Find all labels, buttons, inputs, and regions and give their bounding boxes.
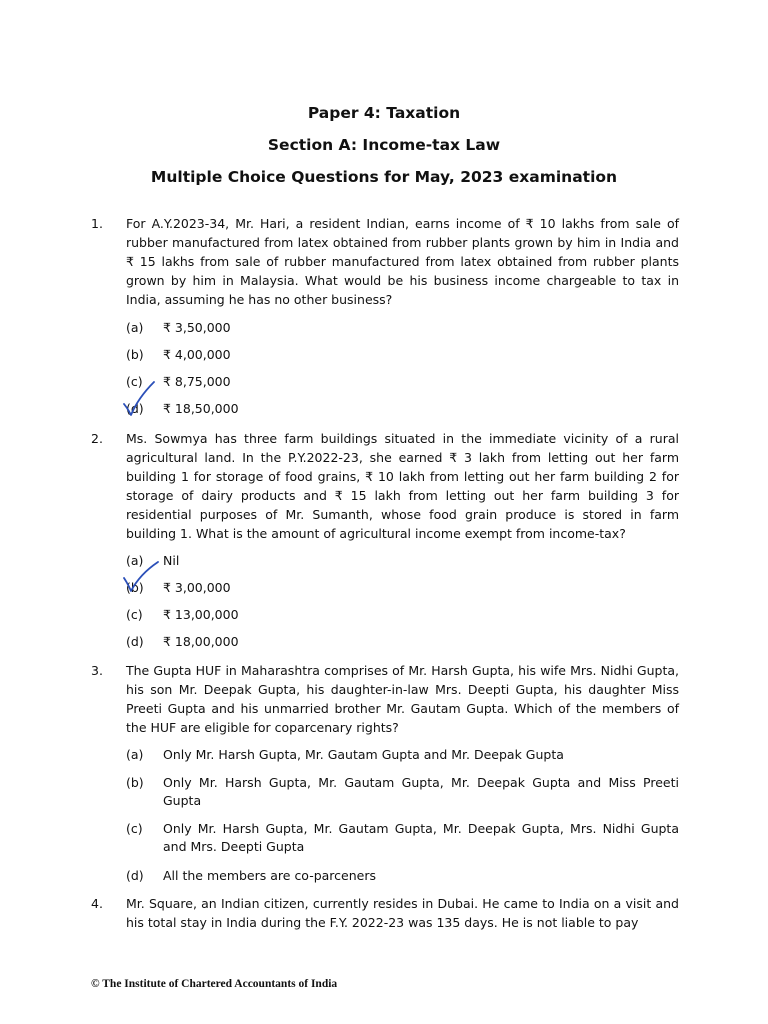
- option-text: ₹ 8,75,000: [163, 374, 231, 389]
- option-text: Only Mr. Harsh Gupta, Mr. Gautam Gupta and Mr. Deepak Gupta: [163, 747, 564, 762]
- option-text: ₹ 3,50,000: [163, 320, 231, 335]
- question-text: Mr. Square, an Indian citizen, currently resides in Dubai. He came to India on a visit and his total stay in India during the F.Y. 2022-23 was 135 days. He is not liable to pay: [126, 896, 679, 930]
- question-text: For A.Y.2023-34, Mr. Hari, a resident Indian, earns income of ₹ 10 lakhs from sale of rubber manufactured from latex obtained from rubber plants grown by him in India and ₹ 15 lakhs from sale of rubber manufactured from latex obtained from rubber plants grown by him in Malaysia. What would be his business income chargeable to tax in India, assuming he has no other business?: [126, 216, 679, 307]
- question-text: The Gupta HUF in Maharashtra comprises of Mr. Harsh Gupta, his wife Mrs. Nidhi Gupta, his son Mr. Deepak Gupta, his daughter-in-law Mrs. Deepti Gupta, his daughter Miss Preeti Gupta and his unmarried brother Mr. Gautam Gupta. Which of the members of the HUF are eligible for coparcenary rights?: [126, 663, 679, 735]
- document-subtitle: Multiple Choice Questions for May, 2023 examination: [150, 168, 618, 186]
- option-text: ₹ 4,00,000: [163, 347, 231, 362]
- option-label: (d): [126, 868, 144, 883]
- option-label: (a): [126, 553, 144, 568]
- section-title: Section A: Income-tax Law: [267, 136, 501, 154]
- option-text: ₹ 13,00,000: [163, 607, 239, 622]
- option-label: (b): [126, 775, 144, 790]
- option-text: All the members are co-parceners: [163, 868, 376, 883]
- option-text: ₹ 18,50,000: [163, 401, 239, 416]
- question-number: 3.: [91, 663, 103, 678]
- option-text: Nil: [163, 553, 180, 568]
- copyright-footer: © The Institute of Chartered Accountants of India: [91, 978, 338, 990]
- option-label: (b): [126, 580, 144, 595]
- option-text: ₹ 18,00,000: [163, 634, 239, 649]
- option-label: (d): [126, 401, 144, 416]
- option-label: (d): [126, 634, 144, 649]
- option-label: (c): [126, 607, 143, 622]
- paper-title: Paper 4: Taxation: [307, 104, 461, 122]
- question-number: 4.: [91, 896, 103, 911]
- option-text: Only Mr. Harsh Gupta, Mr. Gautam Gupta, Mr. Deepak Gupta, Mrs. Nidhi Gupta and Mrs. Deepti Gupta: [163, 821, 679, 854]
- question-number: 1.: [91, 216, 103, 231]
- option-label: (a): [126, 747, 144, 762]
- option-label: (b): [126, 347, 144, 362]
- option-text: ₹ 3,00,000: [163, 580, 231, 595]
- option-label: (a): [126, 320, 144, 335]
- option-text: Only Mr. Harsh Gupta, Mr. Gautam Gupta, Mr. Deepak Gupta and Miss Preeti Gupta: [163, 775, 679, 808]
- option-label: (c): [126, 374, 143, 389]
- question-number: 2.: [91, 431, 103, 446]
- question-text: Ms. Sowmya has three farm buildings situated in the immediate vicinity of a rural agricultural land. In the P.Y.2022-23, she earned ₹ 3 lakh from letting out her farm building 1 for storage of food grains, ₹ 10 lakh from letting out her farm building 2 for storage of dairy products and ₹ 15 lakh from letting out her farm building 3 for residential purposes of Mr. Sumanth, whose food grain produce is stored in farm building 1. What is the amount of agricultural income exempt from income-tax?: [126, 431, 679, 541]
- option-label: (c): [126, 821, 143, 836]
